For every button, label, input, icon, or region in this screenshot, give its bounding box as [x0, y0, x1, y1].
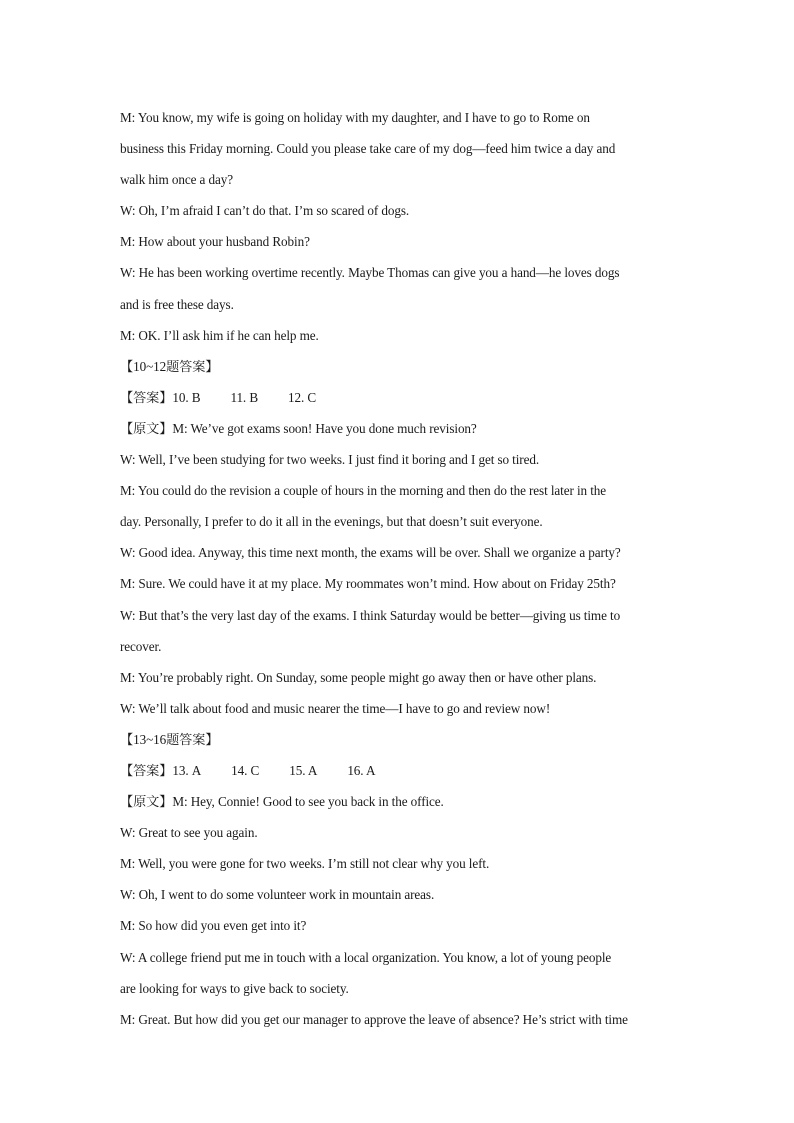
text-line: W: Oh, I’m afraid I can’t do that. I’m so scared of dogs. [120, 203, 410, 219]
text-line: W: A college friend put me in touch with a local organization. You know, a lot of young people [120, 949, 612, 965]
text-line: W: Good idea. Anyway, this time next month, the exams will be over. Shall we organize a party? [120, 545, 621, 561]
text-line: M: You’re probably right. On Sunday, some people might go away then or have other plans. [120, 669, 597, 685]
text-line: W: Oh, I went to do some volunteer work in mountain areas. [120, 887, 435, 903]
section-heading: 【13~16题答案】 [120, 731, 219, 747]
answer-line [120, 382, 680, 413]
text-line: walk him once a day? [120, 172, 233, 188]
answer-first: 【答案】13. A [120, 762, 202, 778]
answer-item: 11. B [230, 389, 259, 405]
text-line: recover. [120, 638, 162, 654]
section-heading: 【10~12题答案】 [120, 358, 219, 374]
text-line: M: OK. I’ll ask him if he can help me. [120, 327, 319, 343]
text-line: day. Personally, I prefer to do it all in the evenings, but that doesn’t suit everyone. [120, 514, 543, 530]
text-line: M: Well, you were gone for two weeks. I’m still not clear why you left. [120, 856, 490, 872]
text-line: are looking for ways to give back to society. [120, 980, 349, 996]
answer-first: 【答案】10. B [120, 389, 201, 405]
text-line: M: How about your husband Robin? [120, 234, 310, 250]
text-line: W: We’ll talk about food and music nearer the time—I have to go and review now! [120, 700, 551, 716]
answer-line [120, 755, 680, 786]
text-line: 【原文】M: We’ve got exams soon! Have you done much revision? [120, 420, 477, 436]
text-line: M: You could do the revision a couple of hours in the morning and then do the rest later in the [120, 483, 607, 499]
answer-item: 12. C [288, 389, 317, 405]
text-line: W: Great to see you again. [120, 825, 258, 841]
text-line: W: He has been working overtime recently. Maybe Thomas can give you a hand—he loves dogs [120, 265, 620, 281]
document-page [120, 102, 680, 1035]
text-line: M: Sure. We could have it at my place. My roommates won’t mind. How about on Friday 25th? [120, 576, 616, 592]
text-line: business this Friday morning. Could you please take care of my dog—feed him twice a day and [120, 141, 616, 157]
text-line: M: You know, my wife is going on holiday with my daughter, and I have to go to Rome on [120, 110, 590, 125]
text-line: and is free these days. [120, 296, 234, 312]
answer-item: 16. A [347, 762, 376, 778]
answer-item: 14. C [231, 762, 260, 778]
text-line: M: So how did you even get into it? [120, 918, 307, 934]
answer-item: 15. A [289, 762, 318, 778]
text-line: M: Great. But how did you get our manager to approve the leave of absence? He’s strict with time [120, 1011, 628, 1027]
text-line: W: But that’s the very last day of the exams. I think Saturday would be better—giving us time to [120, 607, 621, 623]
text-line: W: Well, I’ve been studying for two weeks. I just find it boring and I get so tired. [120, 452, 540, 468]
text-line: 【原文】M: Hey, Connie! Good to see you back in the office. [120, 794, 444, 810]
